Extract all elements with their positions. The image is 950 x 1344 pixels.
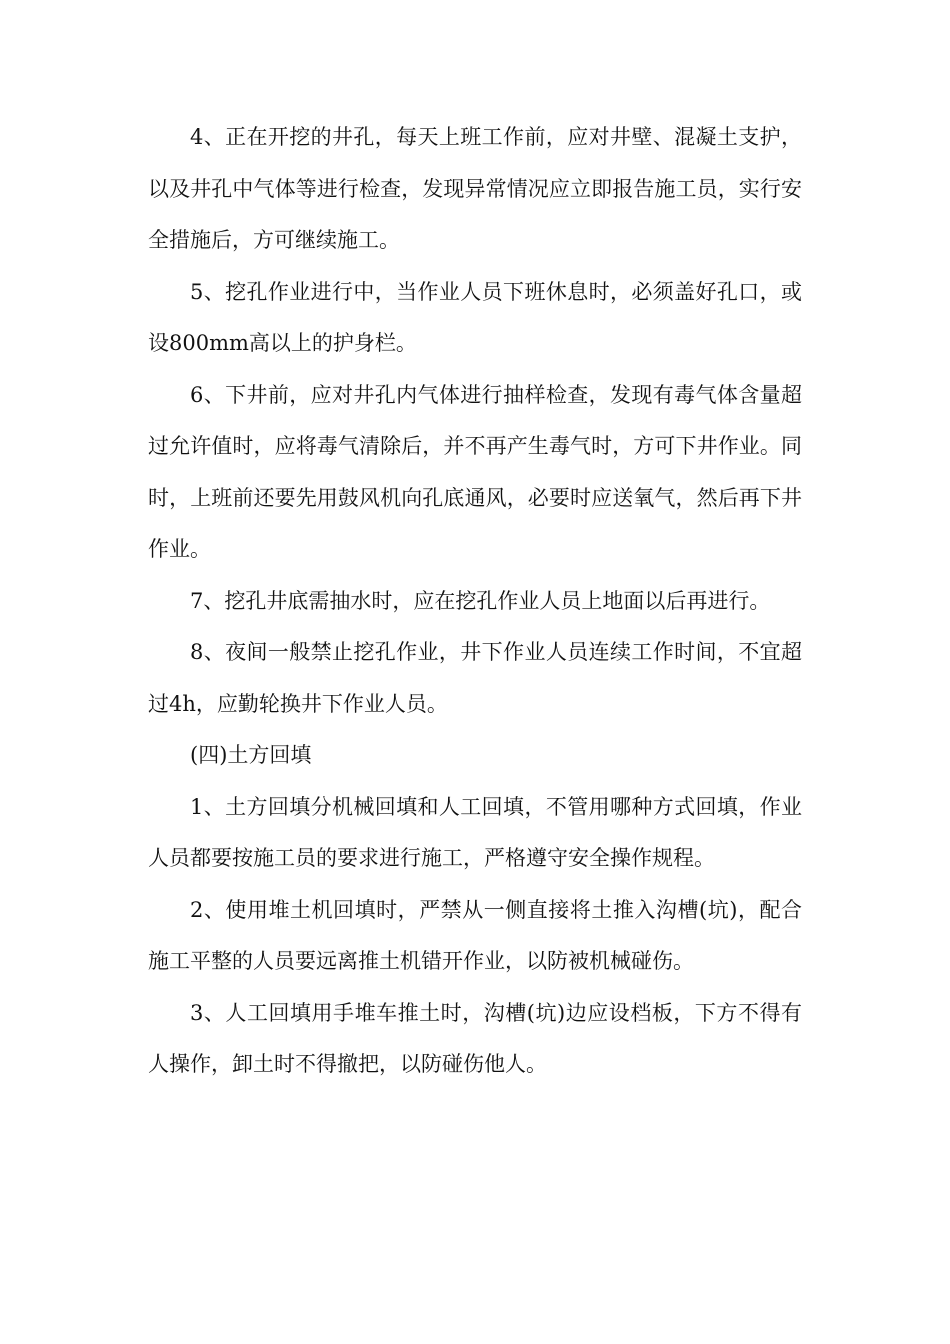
document-body — [148, 112, 802, 1091]
paragraph-8: 8、夜间一般禁止挖孔作业，井下作业人员连续工作时间，不宜超过4h，应勤轮换井下作业人员。 — [148, 640, 802, 716]
paragraph-4: 4、正在开挖的井孔，每天上班工作前，应对井壁、混凝土支护，以及井孔中气体等进行检查，发现异常情况应立即报告施工员，实行安全措施后，方可继续施工。 — [148, 125, 802, 252]
paragraph-6: 6、下井前，应对井孔内气体进行抽样检查，发现有毒气体含量超过允许值时，应将毒气清除后，并不再产生毒气时，方可下井作业。同时，上班前还要先用鼓风机向孔底通风，必要时应送氧气，然后再下井作业。 — [148, 382, 802, 561]
paragraph-backfill-3: 3、人工回填用手堆车推土时，沟槽(坑)边应设档板，下方不得有人操作，卸土时不得撤把，以防碰伤他人。 — [148, 1000, 802, 1076]
paragraph-backfill-1: 1、土方回填分机械回填和人工回填，不管用哪种方式回填，作业人员都要按施工员的要求进行施工，严格遵守安全操作规程。 — [148, 794, 802, 870]
paragraph-5: 5、挖孔作业进行中，当作业人员下班休息时，必须盖好孔口，或设800mm高以上的护身栏。 — [148, 279, 802, 355]
paragraph-backfill-2: 2、使用堆土机回填时，严禁从一侧直接将土推入沟槽(坑)，配合施工平整的人员要远离推土机错开作业，以防被机械碰伤。 — [148, 897, 802, 973]
paragraph-7: 7、挖孔井底需抽水时，应在挖孔作业人员上地面以后再进行。 — [190, 588, 771, 613]
section-heading-backfill: (四)土方回填 — [190, 743, 312, 767]
